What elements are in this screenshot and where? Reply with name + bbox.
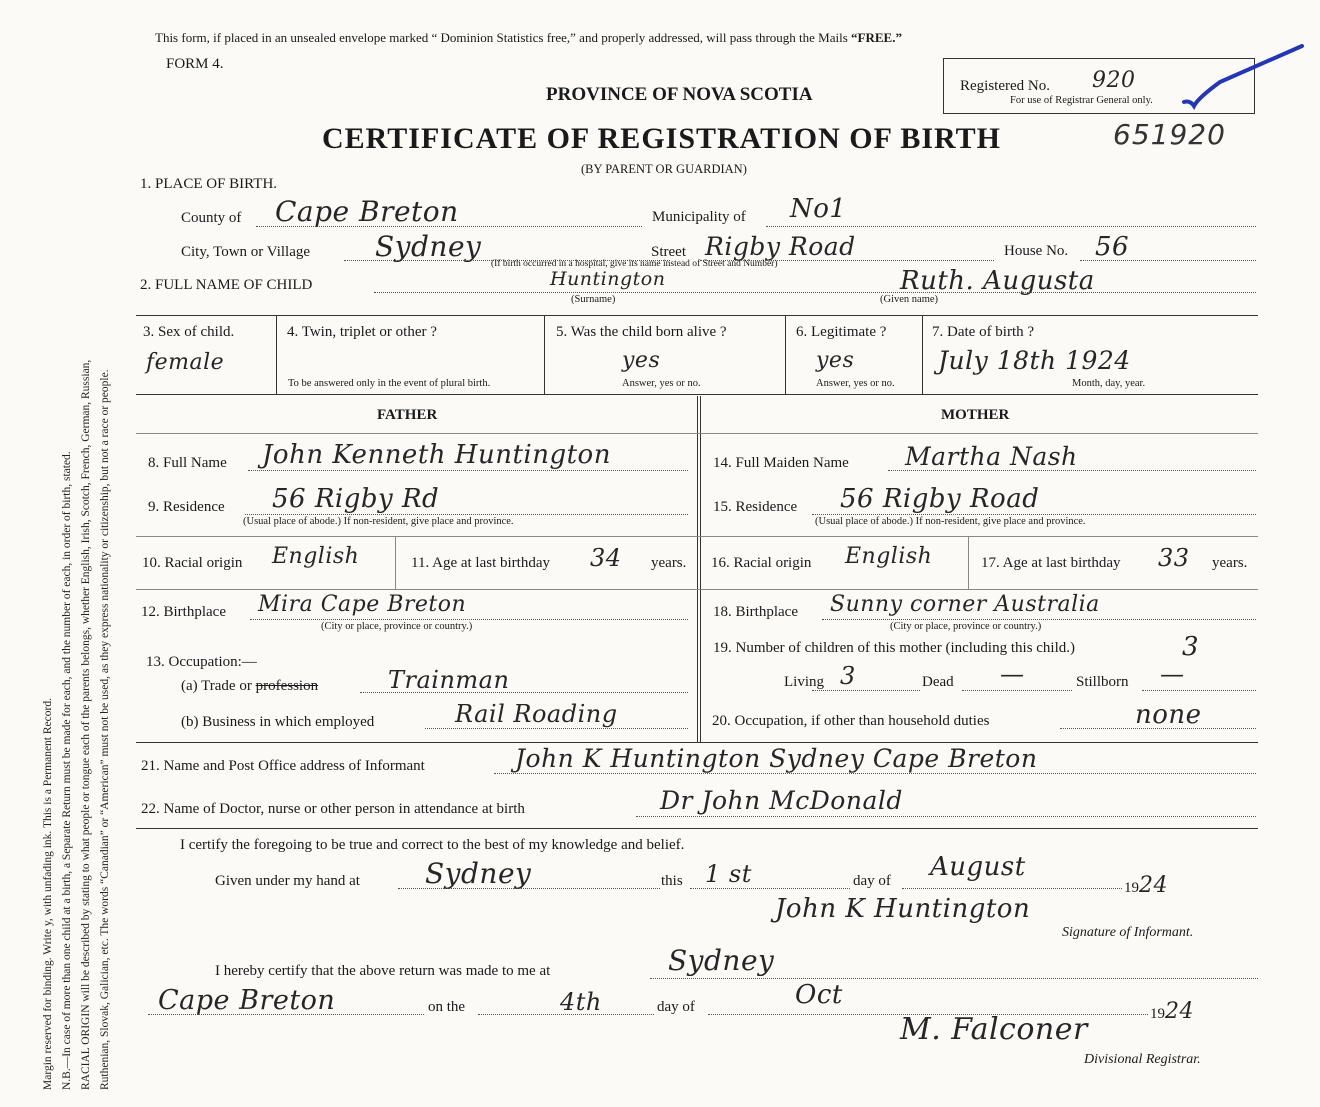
father-race-value: English — [272, 544, 360, 569]
mother-race-value: English — [845, 544, 933, 569]
mother-birthplace-note: (City or place, province or country.) — [890, 621, 1042, 632]
child-surname-value: Huntington — [550, 268, 666, 290]
children-count-value: 3 — [1182, 632, 1200, 662]
father-residence-value: 56 Rigby Rd — [272, 484, 440, 514]
street-note: (If birth occurred in a hospital, give its name instead of Street and Number) — [491, 259, 778, 269]
legitimate-label: 6. Legitimate ? — [796, 324, 887, 340]
blue-check-mark-icon — [1180, 42, 1306, 110]
trade-value: Trainman — [388, 666, 510, 694]
registered-number: 920 — [1092, 68, 1136, 93]
father-name-label: 8. Full Name — [148, 455, 227, 471]
this-label: this — [661, 873, 683, 889]
sex-value: female — [146, 350, 225, 375]
father-birthplace-note: (City or place, province or country.) — [321, 621, 473, 632]
born-alive-value: yes — [622, 348, 661, 373]
born-alive-note: Answer, yes or no. — [622, 378, 701, 389]
municipality-label: Municipality of — [652, 209, 746, 225]
registrar-on-the-label: on the — [428, 999, 466, 1015]
house-number-value: 56 — [1095, 232, 1130, 262]
certify-statement: I certify the foregoing to be true and correct to the best of my knowledge and belief. — [180, 837, 685, 853]
mother-age-label: 17. Age at last birthday — [981, 555, 1121, 571]
twin-note: To be answered only in the event of plural birth. — [288, 378, 491, 389]
street-value: Rigby Road — [705, 232, 856, 261]
mother-name-value: Martha Nash — [905, 442, 1078, 471]
registrar-statement: I hereby certify that the above return was made to me at — [215, 963, 551, 979]
street-label: Street — [651, 244, 686, 260]
given-place-value: Sydney — [425, 857, 532, 890]
mother-age-unit: years. — [1212, 555, 1248, 571]
margin-note-racial-origin: RACIAL ORIGIN will be described by stating to what people or tongue each of the parents belongs, whether English, Irish, Scotch, French, German, Russian, — [80, 359, 92, 1090]
date-of-birth-value: July 18th 1924 — [938, 346, 1131, 375]
registrar-place-value: Sydney — [668, 944, 775, 977]
mother-residence-label: 15. Residence — [713, 499, 798, 515]
father-age-label: 11. Age at last birthday — [411, 555, 550, 571]
mother-occupation-value: none — [1135, 700, 1202, 730]
given-name-caption: (Given name) — [880, 294, 939, 305]
registrar-day-of-label: day of — [657, 999, 695, 1015]
registrar-signature-value: M. Falconer — [900, 1012, 1088, 1047]
document-subtitle: (BY PARENT OR GUARDIAN) — [581, 162, 747, 176]
registrar-day-value: 4th — [560, 988, 602, 1016]
registered-label: Registered No. — [960, 78, 1050, 94]
given-under-hand-label: Given under my hand at — [215, 873, 360, 889]
stamp-number: 651920 — [1113, 118, 1226, 151]
given-year-label: 1924 — [1124, 873, 1168, 898]
father-race-label: 10. Racial origin — [142, 555, 243, 571]
mother-heading: MOTHER — [941, 407, 1010, 423]
mother-birthplace-value: Sunny corner Australia — [830, 592, 1100, 617]
mother-occupation-label: 20. Occupation, if other than household duties — [712, 713, 990, 729]
county-value: Cape Breton — [275, 195, 459, 228]
children-count-label: 19. Number of children of this mother (including this child.) — [713, 640, 1076, 656]
business-value: Rail Roading — [455, 700, 618, 728]
mother-age-value: 33 — [1158, 544, 1190, 572]
place-of-birth-label: 1. PLACE OF BIRTH. — [140, 176, 278, 192]
living-value: 3 — [840, 662, 856, 690]
mother-residence-value: 56 Rigby Road — [840, 484, 1040, 514]
registrar-place-cont: Cape Breton — [158, 985, 336, 1016]
father-birthplace-value: Mira Cape Breton — [258, 592, 467, 617]
registrar-month-value: Oct — [795, 980, 843, 1010]
mother-name-label: 14. Full Maiden Name — [713, 455, 849, 471]
father-age-unit: years. — [651, 555, 687, 571]
doctor-value: Dr John McDonald — [660, 786, 903, 815]
mother-birthplace-label: 18. Birthplace — [713, 604, 798, 620]
informant-signature-value: John K Huntington — [775, 894, 1031, 924]
informant-label: 21. Name and Post Office address of Informant — [141, 758, 425, 774]
given-month-value: August — [930, 852, 1026, 882]
trade-label: (a) Trade or profession — [181, 678, 319, 694]
house-number-label: House No. — [1004, 243, 1069, 259]
city-label: City, Town or Village — [181, 244, 311, 260]
registrar-signature-label: Divisional Registrar. — [1084, 1052, 1201, 1067]
stillborn-label: Stillborn — [1076, 674, 1129, 690]
sex-label: 3. Sex of child. — [143, 324, 235, 340]
document-title: CERTIFICATE OF REGISTRATION OF BIRTH — [322, 122, 1001, 155]
father-heading: FATHER — [377, 407, 438, 423]
municipality-value: No1 — [790, 194, 847, 224]
date-of-birth-note: Month, day, year. — [1072, 378, 1146, 389]
twin-label: 4. Twin, triplet or other ? — [287, 324, 437, 340]
registrar-year-label: 1924 — [1150, 999, 1194, 1024]
dead-value: — — [1000, 660, 1025, 688]
dead-label: Dead — [922, 674, 954, 690]
living-label: Living — [784, 674, 824, 690]
mail-notice: This form, if placed in an unsealed envelope marked “ Dominion Statistics free,” and properly addressed, will pass through the Mails “FREE.” — [155, 30, 902, 45]
father-birthplace-label: 12. Birthplace — [141, 604, 226, 620]
city-value: Sydney — [375, 230, 482, 263]
born-alive-label: 5. Was the child born alive ? — [556, 324, 727, 340]
county-label: County of — [181, 210, 242, 226]
informant-value: John K Huntington Sydney Cape Breton — [515, 744, 1038, 773]
margin-note-binding: Margin reserved for binding. Write y, with unfading ink. This is a Permanent Record. — [42, 698, 54, 1090]
margin-note-multiple-births: N.B.—In case of more than one child at a birth, a Separate Return must be made for each, and the number of each, in order of birth, stated. — [61, 451, 73, 1090]
legitimate-value: yes — [816, 348, 855, 373]
doctor-label: 22. Name of Doctor, nurse or other person in attendance at birth — [141, 801, 525, 817]
surname-caption: (Surname) — [571, 294, 616, 305]
mother-residence-note: (Usual place of abode.) If non-resident, give place and province. — [815, 516, 1086, 527]
margin-note-racial-origin-cont: Ruthenian, Slovak, Galician, etc. The words “Canadian” or “American” must not be used, as they express nationality or citizenship, but not a race or people. — [99, 369, 111, 1090]
child-name-label: 2. FULL NAME OF CHILD — [140, 277, 313, 293]
stillborn-value: — — [1160, 660, 1185, 688]
father-age-value: 34 — [590, 544, 622, 572]
given-day-of-label: day of — [853, 873, 891, 889]
registrar-general-note: For use of Registrar General only. — [1010, 95, 1153, 106]
province-heading: PROVINCE OF NOVA SCOTIA — [546, 84, 813, 105]
father-residence-note: (Usual place of abode.) If non-resident, give place and province. — [243, 516, 514, 527]
father-name-value: John Kenneth Huntington — [262, 440, 611, 470]
form-number: FORM 4. — [166, 56, 224, 72]
given-day-value: 1 st — [705, 860, 752, 888]
business-label: (b) Business in which employed — [181, 714, 375, 730]
child-given-value: Ruth. Augusta — [900, 266, 1095, 296]
date-of-birth-label: 7. Date of birth ? — [932, 324, 1035, 340]
mother-race-label: 16. Racial origin — [711, 555, 812, 571]
informant-signature-label: Signature of Informant. — [1062, 925, 1194, 940]
legitimate-note: Answer, yes or no. — [816, 378, 895, 389]
father-residence-label: 9. Residence — [148, 499, 225, 515]
occupation-label: 13. Occupation:— — [146, 654, 257, 670]
